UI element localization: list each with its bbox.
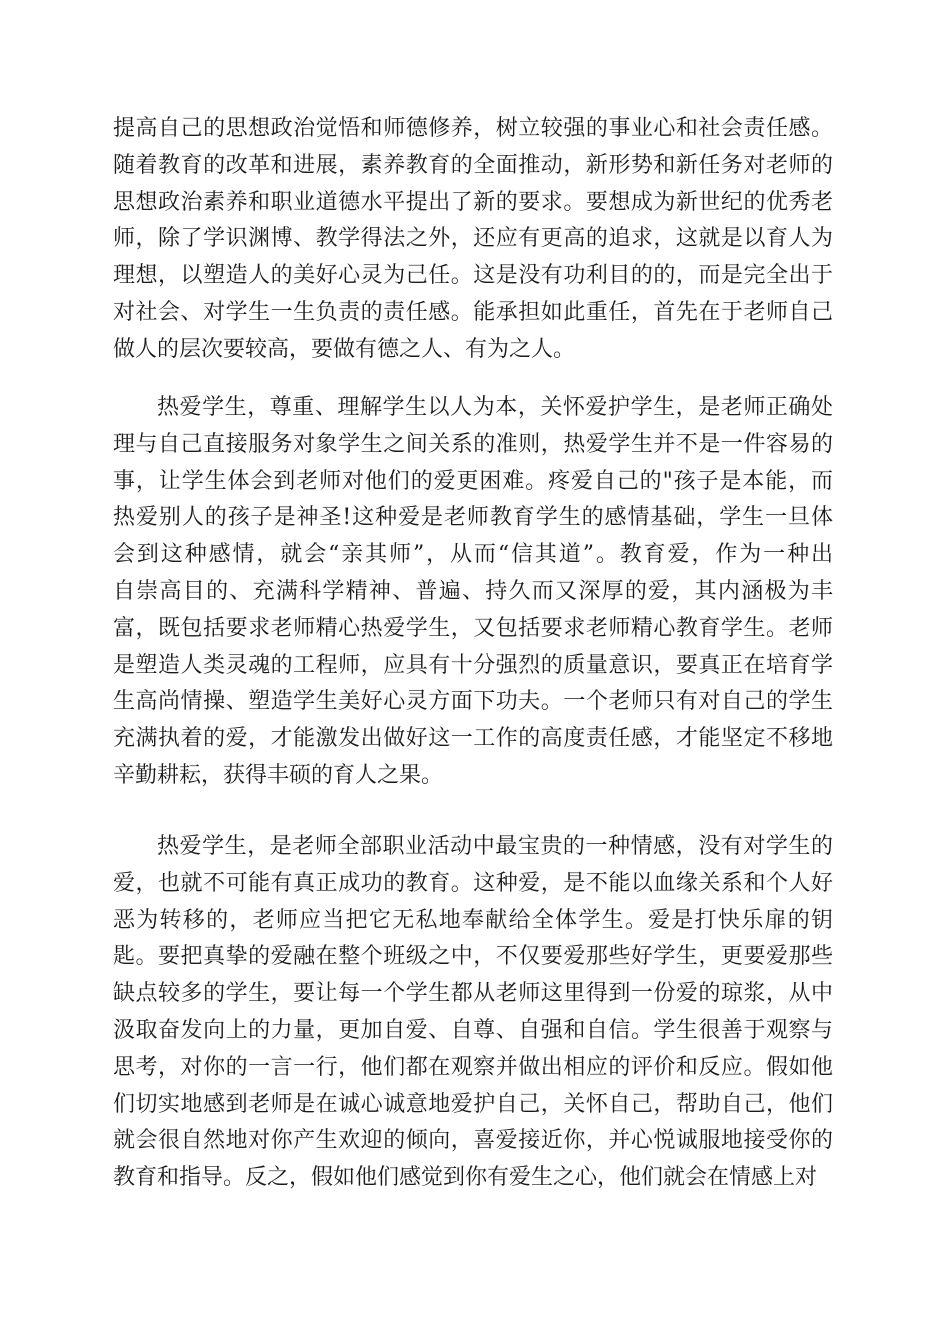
paragraph-line: 自崇高目的、充满科学精神、普遍、持久而又深厚的爱，其内涵极为丰 xyxy=(113,578,835,604)
paragraph-line: 恶为转移的，老师应当把它无私地奉献给全体学生。爱是打快乐扉的钥 xyxy=(113,907,835,933)
paragraph-line: 热爱别人的孩子是神圣!这种爱是老师教育学生的感情基础，学生一旦体 xyxy=(113,505,834,531)
paragraph-line: 们切实地感到老师是在诚心诚意地爱护自己，关怀自己，帮助自己，他们 xyxy=(113,1091,834,1117)
paragraph-line: 理与自己直接服务对象学生之间关系的准则，热爱学生并不是一件容易的 xyxy=(113,431,834,457)
paragraph-line: 是塑造人类灵魂的工程师，应具有十分强烈的质量意识，要真正在培育学 xyxy=(113,652,834,678)
paragraph-line: 教育和指导。反之，假如他们感觉到你有爱生之心，他们就会在情感上对 xyxy=(113,1165,818,1191)
paragraph-line: 思考，对你的一言一行，他们都在观察并做出相应的评价和反应。假如他 xyxy=(113,1054,834,1080)
paragraph-line: 事，让学生体会到老师对他们的爱更困难。疼爱自己的"孩子是本能，而 xyxy=(113,468,834,494)
paragraph-1 xyxy=(113,111,833,369)
paragraph-line: 理想，以塑造人的美好心灵为己任。这是没有功利目的的，而是完全出于 xyxy=(113,263,834,289)
paragraph-line: 汲取奋发向上的力量，更加自爱、自尊、自强和自信。学生很善于观察与 xyxy=(113,1017,834,1043)
paragraph-line: 做人的层次要较高，要做有德之人、有为之人。 xyxy=(113,336,576,362)
paragraph-line: 匙。要把真挚的爱融在整个班级之中，不仅要爱那些好学生，更要爱那些 xyxy=(113,944,834,970)
paragraph-line: 提高自己的思想政治觉悟和师德修养，树立较强的事业心和社会责任感。 xyxy=(113,116,834,141)
paragraph-3 xyxy=(113,829,833,1197)
paragraph-line: 就会很自然地对你产生欢迎的倾向，喜爱接近你，并心悦诚服地接受你的 xyxy=(113,1128,834,1154)
paragraph-line: 对社会、对学生一生负责的责任感。能承担如此重任，首先在于老师自己 xyxy=(113,299,834,325)
paragraph-line: 缺点较多的学生，要让每一个学生都从老师这里得到一份爱的琼浆，从中 xyxy=(113,981,834,1007)
paragraph-line: 热爱学生，尊重、理解学生以人为本，关怀爱护学生，是老师正确处 xyxy=(157,395,834,420)
paragraph-line: 爱，也就不可能有真正成功的教育。这种爱，是不能以血缘关系和个人好 xyxy=(113,870,834,896)
paragraph-2 xyxy=(113,390,833,795)
paragraph-line: 思想政治素养和职业道德水平提出了新的要求。要想成为新世纪的优秀老 xyxy=(113,189,834,215)
paragraph-line: 师，除了学识渊博、教学得法之外，还应有更高的追求，这就是以育人为 xyxy=(113,226,834,252)
paragraph-line: 热爱学生，是老师全部职业活动中最宝贵的一种情感，没有对学生的 xyxy=(157,834,834,859)
paragraph-line: 辛勤耕耘，获得丰硕的育人之果。 xyxy=(113,762,444,788)
paragraph-line: 会到这种感情，就会“亲其师”，从而“信其道”。教育爱，作为一种出 xyxy=(113,542,835,568)
paragraph-line: 充满执着的爱，才能激发出做好这一工作的高度责任感，才能坚定不移地 xyxy=(113,726,834,752)
paragraph-line: 随着教育的改革和进展，素养教育的全面推动，新形势和新任务对老师的 xyxy=(113,152,834,178)
paragraph-line: 生高尚情操、塑造学生美好心灵方面下功夫。一个老师只有对自己的学生 xyxy=(113,689,834,715)
paragraph-line: 富，既包括要求老师精心热爱学生，又包括要求老师精心教育学生。老师 xyxy=(113,615,834,641)
